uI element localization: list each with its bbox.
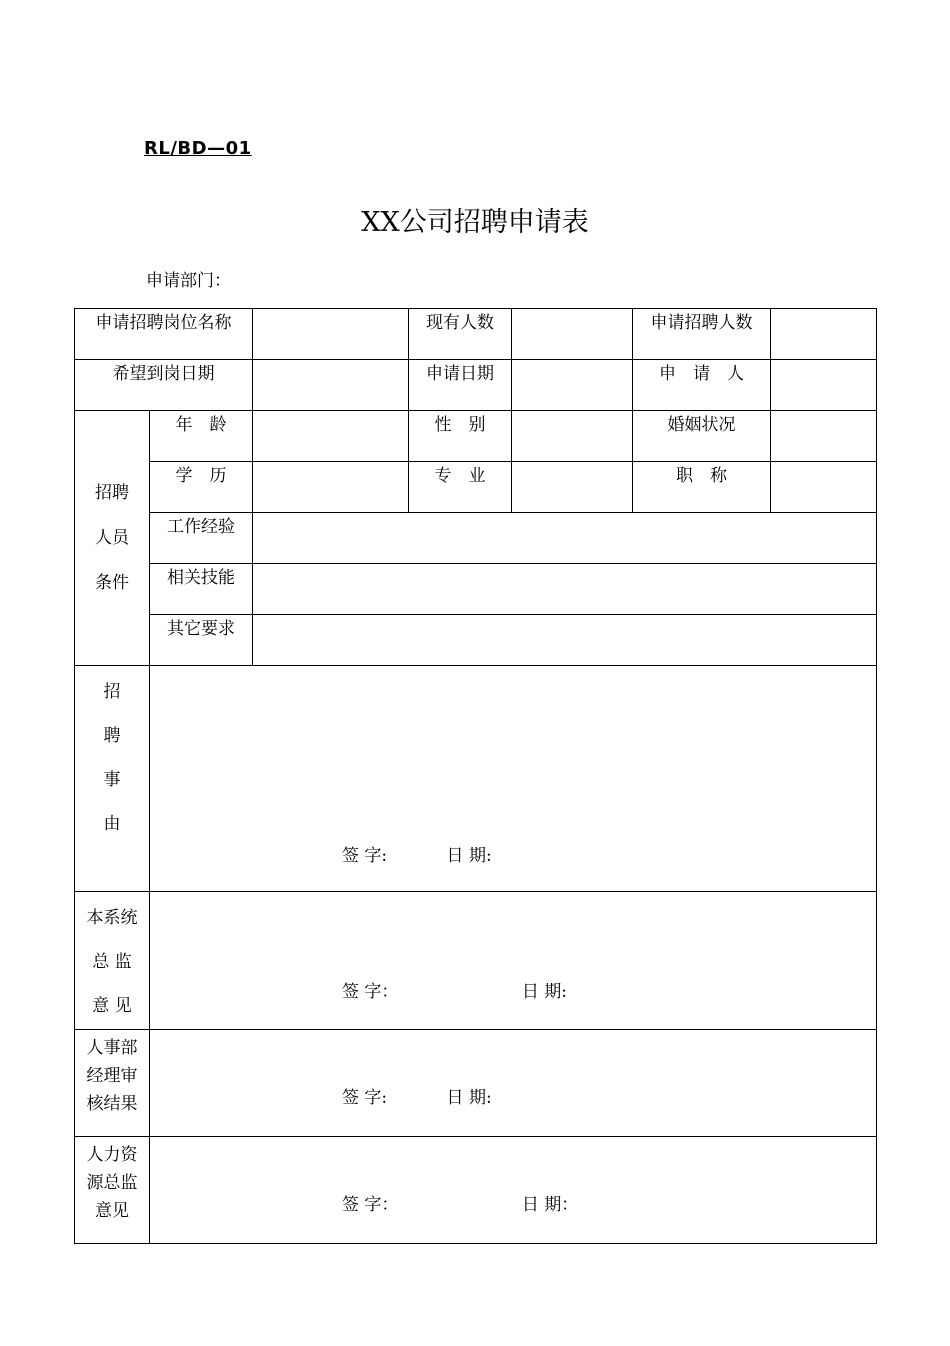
director-date-label: 日 期: — [521, 982, 567, 1002]
skills-field[interactable] — [253, 564, 877, 615]
marital-status-label: 婚姻状况 — [633, 411, 771, 462]
expected-date-field[interactable] — [253, 360, 409, 411]
director-sign-label: 签 字： — [342, 982, 399, 1002]
hr-manager-sign-label: 签 字: — [342, 1088, 388, 1108]
marital-status-field[interactable] — [771, 411, 877, 462]
director-label-line: 意 见 — [92, 996, 132, 1016]
education-label: 学 历 — [150, 462, 253, 513]
hr-director-label-line: 意见 — [95, 1201, 129, 1221]
director-opinion-label — [75, 892, 150, 1030]
expected-date-label: 希望到岗日期 — [75, 360, 253, 411]
recruitment-form-table — [74, 308, 877, 1244]
other-requirements-field[interactable] — [253, 615, 877, 666]
current-headcount-field[interactable] — [512, 309, 633, 360]
work-experience-field[interactable] — [253, 513, 877, 564]
director-label-line: 本系统 — [86, 908, 138, 928]
reason-label-char: 由 — [103, 814, 121, 834]
hr-director-sign-label: 签 字： — [342, 1195, 399, 1215]
gender-label: 性 别 — [409, 411, 512, 462]
requirements-label-line: 条件 — [95, 572, 129, 593]
director-opinion-field[interactable] — [150, 892, 877, 1030]
professional-title-field[interactable] — [771, 462, 877, 513]
hr-manager-date-label: 日 期: — [446, 1088, 492, 1108]
applicant-label: 申 请 人 — [633, 360, 771, 411]
reason-date-label: 日 期: — [446, 846, 492, 866]
apply-date-label: 申请日期 — [409, 360, 512, 411]
requested-headcount-field[interactable] — [771, 309, 877, 360]
director-label-line: 总 监 — [92, 952, 132, 972]
hr-manager-review-field[interactable] — [150, 1030, 877, 1137]
requested-headcount-label: 申请招聘人数 — [633, 309, 771, 360]
major-field[interactable] — [512, 462, 633, 513]
hr-director-label-line: 人力资 — [86, 1145, 138, 1165]
hr-manager-review-label — [75, 1030, 150, 1137]
hr-director-date-label: 日 期： — [521, 1195, 579, 1215]
age-label: 年 龄 — [150, 411, 253, 462]
other-requirements-label: 其它要求 — [150, 615, 253, 666]
position-name-label: 申请招聘岗位名称 — [75, 309, 253, 360]
current-headcount-label: 现有人数 — [409, 309, 512, 360]
reason-label — [75, 666, 150, 892]
work-experience-label: 工作经验 — [150, 513, 253, 564]
gender-field[interactable] — [512, 411, 633, 462]
requirements-group-label — [75, 411, 150, 666]
reason-label-char: 聘 — [103, 726, 121, 746]
reason-sign-label: 签 字: — [342, 846, 388, 866]
apply-date-field[interactable] — [512, 360, 633, 411]
hr-director-opinion-field[interactable] — [150, 1137, 877, 1244]
hr-director-label-line: 源总监 — [86, 1173, 138, 1193]
skills-label: 相关技能 — [150, 564, 253, 615]
reason-label-char: 招 — [103, 682, 121, 702]
requirements-label-line: 人员 — [95, 527, 129, 548]
document-code: RL/BD—01 — [144, 138, 252, 159]
position-name-field[interactable] — [253, 309, 409, 360]
reason-label-char: 事 — [103, 770, 121, 790]
age-field[interactable] — [253, 411, 409, 462]
hr-manager-label-line: 经理审 — [86, 1066, 138, 1086]
hr-manager-label-line: 人事部 — [86, 1038, 138, 1058]
applicant-field[interactable] — [771, 360, 877, 411]
page-title: XX公司招聘申请表 — [361, 207, 589, 238]
professional-title-label: 职 称 — [633, 462, 771, 513]
department-label: 申请部门： — [146, 271, 231, 291]
reason-field[interactable] — [150, 666, 877, 892]
hr-director-opinion-label — [75, 1137, 150, 1244]
requirements-label-line: 招聘 — [95, 482, 129, 503]
major-label: 专 业 — [409, 462, 512, 513]
education-field[interactable] — [253, 462, 409, 513]
hr-manager-label-line: 核结果 — [86, 1094, 138, 1114]
